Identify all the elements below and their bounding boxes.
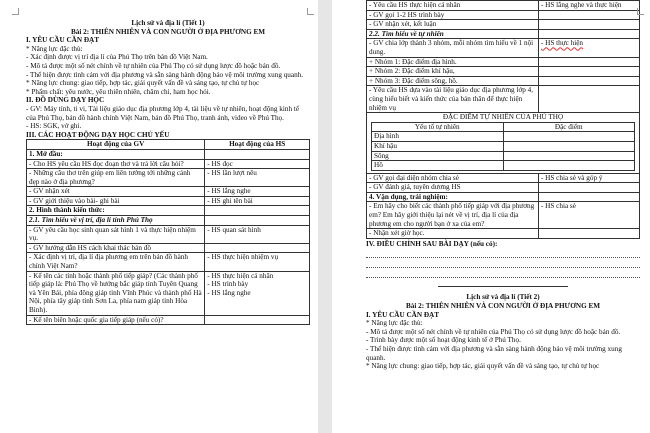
table-row [27,159,310,169]
table-row [367,39,640,57]
inner-table-row [372,132,635,142]
gv-cell: 4. Vận dụng, trải nghiệm: [367,192,539,202]
hs-cell: - HS quan sát hình [205,225,310,243]
gv-cell: - Yêu cầu HS dựa vào tài liệu giáo dục địa phương lớp 4, cùng hiểu biết và kiến thức của bản thân để thực hiện nhiệm vụ [367,86,539,113]
crop-mark [12,8,19,15]
hs-cell [205,216,310,226]
table-row [367,1,640,11]
gv-cell: - GV nhận xét [27,187,205,197]
gv-cell: - Kể tên các tỉnh hoặc thành phố tiếp giáp? (Các thành phố tiếp giáp là: Phú Thọ về hướng bắc giáp tỉnh Tuyên Quang và Yên Bái, phía đông giáp tỉnh Vĩnh Phúc và thành phố Hà Nội, phía tây giáp tỉnh Sơn La, phía nam giáp tỉnh Hòa Bình). [27,271,205,315]
crop-mark [637,8,644,15]
gv-cell: - Em hãy cho biết các thành phố tiếp giáp với địa phương em? Em hãy giới thiệu lại nét về vị trí, địa lí của địa phương em cho người bạn ở xa của em? [367,202,539,229]
inner-feature-cell [503,151,635,161]
dotted-line [366,250,640,258]
inner-table [371,122,635,171]
gv-cell: - Kể tên biên hoặc quốc gia tiếp giáp (nếu có)? [27,315,205,325]
table-header-row [27,140,310,150]
section-heading: II. ĐỒ DÙNG DẠY HỌC [26,96,105,105]
gv-cell: - Cho HS yêu cầu HS đọc đoạn thơ và trả lời câu hỏi? [27,159,205,169]
inner-table-row [372,151,635,161]
hs-cell [538,67,639,77]
document-page-right [332,0,650,433]
separator-line [438,286,568,287]
dotted-line [366,270,640,278]
inner-factor-cell: Sông [372,151,504,161]
gv-cell: - GV gọi 1-2 HS trình bày [367,10,539,20]
table-row [27,196,310,206]
hs-cell: - HS lắng nghe [205,187,310,197]
inner-feature-cell [503,132,635,142]
gv-cell: 2. Hình thành kiến thức: [27,206,205,216]
table-row [367,173,640,183]
gv-cell: - Xác định vị trí, địa lí địa phương em trên bản đồ hành chính Việt Nam? [27,253,205,271]
table-row [27,271,310,315]
section-heading: I. YÊU CẦU CẦN ĐẠT [26,36,100,45]
table-header-gv: Hoạt động của GV [27,140,205,150]
table-row [367,20,640,30]
gv-cell: + Nhóm 1: Đặc điểm địa hình. [367,57,539,67]
hs-cell [538,20,639,30]
text-line: * Năng lực chung: giao tiếp, hợp tác, giải quyết vấn đề và sáng tạo, tự chủ tự học [26,79,260,88]
hs-cell [538,57,639,67]
gv-cell: - Những câu thơ trên giúp em liên tưởng tới những cảnh đẹp nào ở địa phương? [27,169,205,187]
table-row [367,29,640,39]
gv-cell: - GV hướng dẫn HS cách khai thác bản đồ [27,243,205,253]
hs-cell: - HS chia sẻ [538,202,639,229]
text-line: - Thể hiện được tình cảm với địa phương và sẵn sàng hành động bảo vệ môi trường xung quanh. [366,345,622,362]
crop-mark [307,8,314,15]
hs-cell: - HS lần lượt nêu [205,169,310,187]
text-line: * Năng lực đặc thù: [26,44,83,53]
table-row [367,67,640,77]
lesson-title: Lịch sử và địa lí (Tiết 1) [131,19,205,27]
gv-cell: - Nhận xét giờ học. [367,229,539,239]
table-row [367,57,640,67]
inner-factor-cell: Hồ [372,161,504,171]
table-row [367,192,640,202]
hs-cell: - HS thực hiện nhiệm vụ [205,253,310,271]
inner-table-row [372,161,635,171]
table-row [27,225,310,243]
table-row [367,76,640,86]
gv-cell: - GV yêu cầu học sinh quan sát hình 1 và thực hiện nhiệm vụ. [27,225,205,243]
table-row [367,229,640,239]
text-line: * Năng lực đặc thù: [366,319,423,328]
hs-cell: - HS thực hiện cá nhân - HS trình bày - HS lắng nghe [205,271,310,315]
gv-cell: - Yêu cầu HS thực hiện cá nhân [367,1,539,11]
table-row [367,113,640,174]
lesson-title: Lịch sử và địa lí (Tiết 2) [466,293,540,302]
hs-cell [205,206,310,216]
hs-cell [538,76,639,86]
table-row [27,149,310,159]
gv-cell: 1. Mở đầu: [27,149,205,159]
text-line: - HS: SGK, vở ghi. [26,122,82,131]
gv-cell: - GV gọi đại diện nhóm chia sẻ [367,173,539,183]
hs-cell [205,149,310,159]
table-header-hs: Hoạt động của HS [205,140,310,150]
section-heading: III. CÁC HOẠT ĐỘNG DẠY HỌC CHỦ YẾU [26,130,170,139]
inner-factor-cell: Địa hình [372,132,504,142]
hs-cell [538,192,639,202]
gv-cell: 2.1. Tìm hiểu về vị trí, địa lí tỉnh Phú Thọ [27,216,205,226]
hs-cell [538,10,639,20]
table-row [27,206,310,216]
table-row [27,243,310,253]
table-row [27,253,310,271]
table-row [367,202,640,229]
hs-cell: - HS đọc [205,159,310,169]
hs-cell [538,229,639,239]
text-line: - Xác định được vị trí địa lí của Phú Thọ trên bản đồ Việt Nam. [26,53,208,62]
lesson-subtitle: Bài 2: THIÊN NHIÊN VÀ CON NGƯỜI Ở ĐỊA PHƯƠNG EM [70,27,266,36]
gv-cell: 2.2. Tìm hiểu về tự nhiên [367,29,539,39]
table-row [367,86,640,113]
table-row [367,183,640,193]
table-row [27,216,310,226]
gv-cell: + Nhóm 3: Đặc điểm sông, hồ. [367,76,539,86]
inner-header-factor: Yếu tố tự nhiên [372,122,504,132]
hs-cell [205,315,310,325]
activity-table [26,139,310,325]
hs-cell: - HS lắng nghe và thực hiện [538,1,639,11]
text-line: * Năng lực chung: giao tiếp, hợp tác, giải quyết vấn đề và sáng tạo, tự chủ tự học [366,362,600,371]
text-line: - Mô tả được một số nét chính về tự nhiên của Phú Thọ có sử dụng lược đồ hoặc bản đồ. [26,61,281,70]
hs-cell [205,243,310,253]
table-row [27,187,310,197]
section-heading: IV. ĐIỀU CHỈNH SAU BÀI DẠY (nếu có): [366,239,498,248]
text-line: - Thể hiện được tình cảm với địa phương và sẵn sàng hành động bảo vệ môi trường xung quanh. [26,70,304,79]
table-row [367,10,640,20]
text-line: - Mô tả được một số nét chính về tự nhiên của Phú Thọ có sử dụng lược đồ hoặc bản đồ. [366,327,621,336]
table-row [27,315,310,325]
inner-factor-cell: Khí hậu [372,141,504,151]
document-page-left [0,0,318,433]
inner-feature-cell [503,161,635,171]
inner-header-feature: Đặc điểm [503,122,635,132]
hs-cell: - HS ghi tên bài [205,196,310,206]
gv-cell: - GV chia lớp thành 3 nhóm, mỗi nhóm tìm hiểu về 1 nội dung. [367,39,539,57]
text-line: * Phẩm chất: yêu nước, yêu thiên nhiên, chăm chỉ, ham học hỏi. [26,87,211,96]
text-line: - Trình bày được một số hoạt động kinh tế ở Phú Thọ. [366,336,521,345]
dotted-line [366,260,640,268]
inner-table-title: ĐẶC ĐIỂM TỰ NHIÊN CỦA PHÚ THỌ [442,113,564,122]
inner-table-header [372,122,635,132]
lesson-subtitle: Bài 2: THIÊN NHIÊN VÀ CON NGƯỜI Ở ĐỊA PHƯƠNG EM [405,302,601,311]
hs-cell [538,183,639,193]
hs-cell: - HS thực hiện [538,39,639,57]
section-heading: I. YÊU CẦU CẦN ĐẠT [366,310,440,319]
gv-cell: - GV đánh giá, tuyên dương HS [367,183,539,193]
hs-cell: - HS chia sẻ và góp ý [538,173,639,183]
inner-table-cell [367,113,640,174]
gv-cell: + Nhóm 2: Đặc điểm khí hậu, [367,67,539,77]
hs-cell [538,29,639,39]
table-row [27,169,310,187]
gv-cell: - GV nhận xét, kết luận [367,20,539,30]
text-line: - GV: Máy tính, ti vi, Tài liệu giáo dục địa phương lớp 4, tài liệu về tự nhiên, hoạt động kinh tế của Phú Thọ, bản đồ hành chính Việt Nam, bản đồ Phú Thọ, tranh ảnh, video về Phú Thọ. [26,104,300,122]
inner-feature-cell [503,141,635,151]
hs-cell [538,86,639,113]
gv-cell: - GV giới thiệu vào bài- ghi bài [27,196,205,206]
inner-table-row [372,141,635,151]
activity-table-continued [366,0,640,239]
